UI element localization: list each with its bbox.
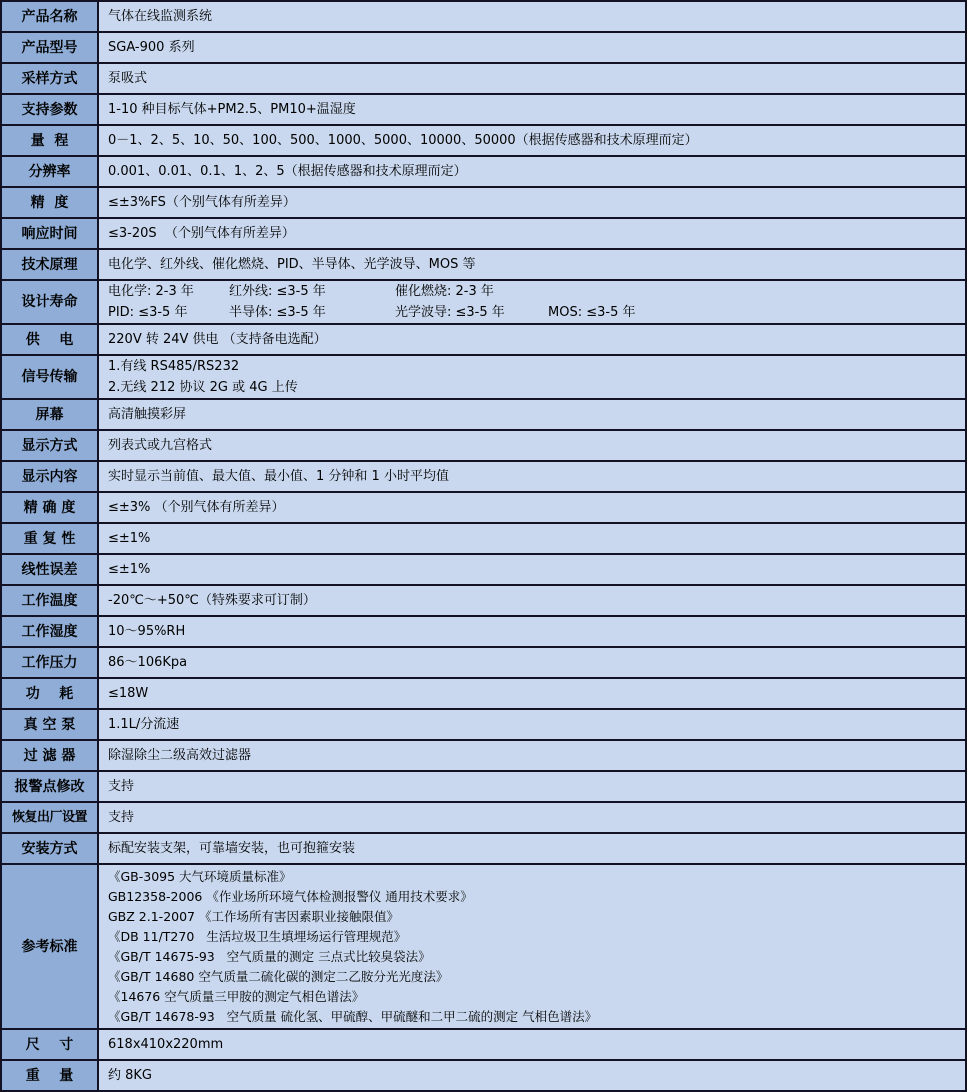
row-label-reference-standards: 参考标准: [2, 865, 99, 1028]
row-value-resolution: [99, 157, 965, 186]
value-line: 除湿除尘二级高效过滤器: [108, 748, 252, 763]
table-row: [2, 710, 965, 741]
value-line: GB12358-2006 《作业场所环境气体检测报警仪 通用技术要求》: [108, 888, 473, 904]
table-row: [2, 64, 965, 95]
table-row: [2, 431, 965, 462]
row-value-installation: [99, 834, 965, 863]
row-label-tech-principle: 技术原理: [2, 250, 99, 279]
value-segment: 催化燃烧: 2-3 年: [395, 284, 494, 299]
row-label-power-consumption: 功 耗: [2, 679, 99, 708]
row-label-range: 量 程: [2, 126, 99, 155]
row-value-vacuum-pump: [99, 710, 965, 739]
row-label-product-model: 产品型号: [2, 33, 99, 62]
row-value-operating-humidity: [99, 617, 965, 646]
table-row: [2, 462, 965, 493]
value-line: 电化学、红外线、催化燃烧、PID、半导体、光学波导、MOS 等: [108, 257, 476, 272]
row-label-response-time: 响应时间: [2, 219, 99, 248]
value-line: ≤±1%: [108, 531, 151, 546]
value-line: ≤±3%FS（个别气体有所差异）: [108, 195, 296, 210]
table-row: [2, 219, 965, 250]
row-label-resolution: 分辨率: [2, 157, 99, 186]
value-line: 列表式或九宫格式: [108, 438, 213, 453]
value-line: GBZ 2.1-2007 《工作场所有害因素职业接触限值》: [108, 908, 399, 924]
row-label-repeatability: 重 复 性: [2, 524, 99, 553]
row-value-design-life: [99, 281, 965, 323]
row-value-power-supply: [99, 325, 965, 354]
row-label-filter: 过 滤 器: [2, 741, 99, 770]
value-segment: PID: ≤3-5 年: [108, 305, 188, 320]
row-label-alarm-point-modify: 报警点修改: [2, 772, 99, 801]
table-row: [2, 33, 965, 64]
table-row: [2, 188, 965, 219]
table-row: [2, 95, 965, 126]
value-segment: MOS: ≤3-5 年: [548, 305, 636, 320]
row-label-screen: 屏幕: [2, 400, 99, 429]
table-row: [2, 1030, 965, 1061]
value-line: 《GB/T 14675-93 空气质量的测定 三点式比较臭袋法》: [108, 948, 431, 964]
table-row: [2, 2, 965, 33]
row-value-factory-reset: [99, 803, 965, 832]
value-line: [108, 302, 959, 323]
row-value-display-content: [99, 462, 965, 491]
row-value-supported-params: [99, 95, 965, 124]
row-value-sampling-method: [99, 64, 965, 93]
value-segment: 光学波导: ≤3-5 年: [395, 305, 505, 320]
value-line: -20℃～+50℃（特殊要求可订制）: [108, 593, 316, 608]
row-value-operating-pressure: [99, 648, 965, 677]
table-row: [2, 524, 965, 555]
table-row: [2, 1061, 965, 1090]
row-value-dimensions: [99, 1030, 965, 1059]
table-row: [2, 586, 965, 617]
row-value-response-time: [99, 219, 965, 248]
table-row: [2, 865, 965, 1030]
row-label-linearity-error: 线性误差: [2, 555, 99, 584]
row-label-display-content: 显示内容: [2, 462, 99, 491]
value-line: [108, 281, 959, 302]
row-label-weight: 重 量: [2, 1061, 99, 1090]
table-row: [2, 250, 965, 281]
value-line: 220V 转 24V 供电 （支持备电选配）: [108, 332, 327, 347]
table-row: [2, 400, 965, 431]
row-value-screen: [99, 400, 965, 429]
row-value-power-consumption: [99, 679, 965, 708]
table-row: [2, 648, 965, 679]
table-row: [2, 772, 965, 803]
table-row: [2, 834, 965, 865]
value-line: 高清触摸彩屏: [108, 407, 187, 422]
row-label-dimensions: 尺 寸: [2, 1030, 99, 1059]
row-value-precision: [99, 493, 965, 522]
row-label-sampling-method: 采样方式: [2, 64, 99, 93]
table-row: [2, 126, 965, 157]
value-line: 《14676 空气质量三甲胺的测定气相色谱法》: [108, 988, 365, 1004]
row-value-repeatability: [99, 524, 965, 553]
row-label-display-mode: 显示方式: [2, 431, 99, 460]
value-line: 《GB/T 14678-93 空气质量 硫化氢、甲硫醇、甲硫醚和二甲二硫的测定 气相色谱法》: [108, 1008, 598, 1024]
value-line: 1.有线 RS485/RS232: [108, 359, 240, 374]
table-row: [2, 493, 965, 524]
value-line: 0.001、0.01、0.1、1、2、5（根据传感器和技术原理而定）: [108, 164, 467, 179]
value-line: 《GB-3095 大气环境质量标准》: [108, 868, 292, 884]
row-value-range: [99, 126, 965, 155]
value-line: 支持: [108, 810, 135, 825]
value-line: 约 8KG: [108, 1068, 153, 1083]
row-label-precision: 精 确 度: [2, 493, 99, 522]
value-line: 支持: [108, 779, 135, 794]
row-label-product-name: 产品名称: [2, 2, 99, 31]
value-line: 《GB/T 14680 空气质量二硫化碳的测定二乙胺分光光度法》: [108, 968, 449, 984]
value-line: 1-10 种目标气体+PM2.5、PM10+温湿度: [108, 102, 356, 117]
table-row: [2, 157, 965, 188]
value-line: ≤±3% （个别气体有所差异）: [108, 500, 285, 515]
row-label-operating-temp: 工作温度: [2, 586, 99, 615]
value-line: 2.无线 212 协议 2G 或 4G 上传: [108, 380, 298, 395]
row-value-display-mode: [99, 431, 965, 460]
row-value-filter: [99, 741, 965, 770]
row-label-vacuum-pump: 真 空 泵: [2, 710, 99, 739]
value-line: 1.1L/分流速: [108, 717, 180, 732]
table-row: [2, 679, 965, 710]
row-value-tech-principle: [99, 250, 965, 279]
table-row: [2, 617, 965, 648]
table-row: [2, 555, 965, 586]
row-value-weight: [99, 1061, 965, 1090]
table-row: [2, 325, 965, 356]
row-label-operating-humidity: 工作湿度: [2, 617, 99, 646]
value-line: ≤18W: [108, 686, 149, 701]
table-row: [2, 803, 965, 834]
value-line: 86～106Kpa: [108, 655, 188, 670]
row-label-supported-params: 支持参数: [2, 95, 99, 124]
value-line: 618x410x220mm: [108, 1037, 224, 1052]
row-value-signal-transmission: [99, 356, 965, 398]
value-line: SGA-900 系列: [108, 40, 195, 55]
row-value-operating-temp: [99, 586, 965, 615]
row-value-linearity-error: [99, 555, 965, 584]
row-label-factory-reset: 恢复出厂设置: [2, 803, 99, 832]
row-label-accuracy: 精 度: [2, 188, 99, 217]
value-line: ≤±1%: [108, 562, 151, 577]
value-segment: 半导体: ≤3-5 年: [229, 305, 326, 320]
table-row: [2, 356, 965, 400]
value-line: 10～95%RH: [108, 624, 186, 639]
row-label-design-life: 设计寿命: [2, 281, 99, 323]
row-label-signal-transmission: 信号传输: [2, 356, 99, 398]
value-segment: 红外线: ≤3-5 年: [229, 284, 326, 299]
table-row: [2, 741, 965, 772]
row-label-installation: 安装方式: [2, 834, 99, 863]
row-value-reference-standards: [99, 865, 965, 1028]
value-line: 实时显示当前值、最大值、最小值、1 分钟和 1 小时平均值: [108, 469, 449, 484]
value-line: 气体在线监测系统: [108, 9, 213, 24]
value-line: 《DB 11/T270 生活垃圾卫生填埋场运行管理规范》: [108, 928, 407, 944]
value-line: 0－1、2、5、10、50、100、500、1000、5000、10000、50000（根据传感器和技术原理而定）: [108, 133, 698, 148]
row-value-accuracy: [99, 188, 965, 217]
table-row: [2, 281, 965, 325]
value-line: 泵吸式: [108, 71, 148, 86]
row-label-power-supply: 供 电: [2, 325, 99, 354]
row-label-operating-pressure: 工作压力: [2, 648, 99, 677]
row-value-product-model: [99, 33, 965, 62]
row-value-alarm-point-modify: [99, 772, 965, 801]
value-line: 标配安装支架，可靠墙安装，也可抱箍安装: [108, 841, 356, 856]
value-line: ≤3-20S （个别气体有所差异）: [108, 226, 295, 241]
value-segment: 电化学: 2-3 年: [108, 284, 194, 299]
row-value-product-name: [99, 2, 965, 31]
